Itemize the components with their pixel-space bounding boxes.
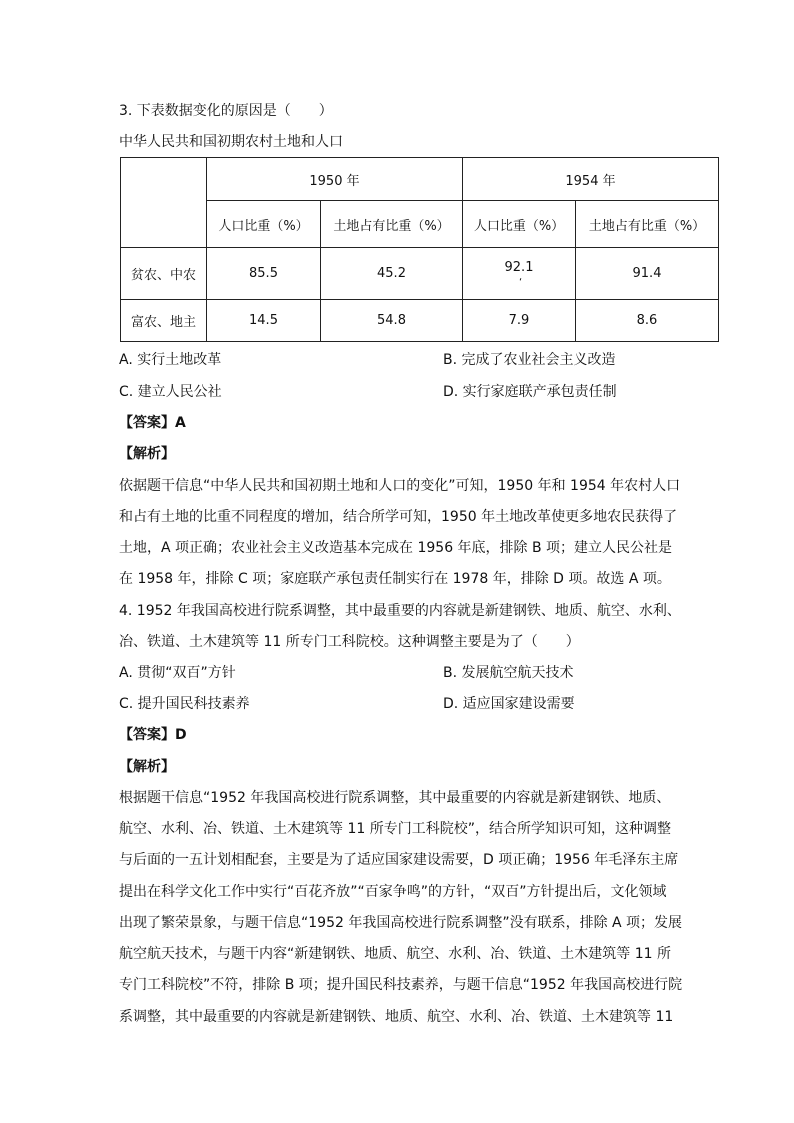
table-cell: 54.8: [321, 300, 463, 342]
stray-mark: ‘: [519, 277, 523, 288]
table-subheader-row: [121, 201, 719, 248]
q4-answer: 【答案】D: [119, 727, 187, 743]
table-cell: 14.5: [207, 300, 321, 342]
q4-analysis-line: 提出在科学文化工作中实行“百花齐放”“百家争鸣”的方针，“双百”方针提出后，文化领域: [119, 884, 667, 900]
q4-analysis-line: 航空、水利、冶、铁道、土木建筑等 11 所专门工科院校”，结合所学知识可知，这种调整: [119, 821, 671, 837]
table-cell: 91.4: [576, 248, 719, 300]
q4-option-b: B. 发展航空航天技术: [443, 665, 574, 681]
table-subheader: 人口比重（%）: [207, 201, 321, 248]
q3-option-d: D. 实行家庭联产承包责任制: [443, 384, 617, 400]
q3-analysis-line: 土地，A 项正确；农业社会主义改造基本完成在 1956 年底，排除 B 项；建立人民公社是: [119, 540, 673, 556]
table-cell: 45.2: [321, 248, 463, 300]
q4-analysis-line: 航空航天技术，与题干内容“新建钢铁、地质、航空、水利、冶、铁道、土木建筑等 11 所: [119, 946, 671, 962]
table-year-header-row: [121, 158, 719, 201]
table-year-1954: 1954 年: [463, 158, 719, 201]
table-row: [121, 248, 719, 300]
table-subheader: 土地占有比重（%）: [576, 201, 719, 248]
table-subheader: 土地占有比重（%）: [321, 201, 463, 248]
table-row-label: 富农、地主: [121, 300, 207, 342]
table-subheader: 人口比重（%）: [463, 201, 576, 248]
q3-option-b: B. 完成了农业社会主义改造: [443, 352, 616, 368]
q4-option-a: A. 贯彻“双百”方针: [119, 665, 236, 681]
q3-analysis-line: 和占有土地的比重不同程度的增加，结合所学可知，1950 年土地改革使更多地农民获得了: [119, 509, 678, 525]
q4-analysis-line: 与后面的一五计划相配套，主要是为了适应国家建设需要，D 项正确；1956 年毛泽东主席: [119, 852, 679, 868]
table-row-label: 贫农、中农: [121, 248, 207, 300]
table-cell: 8.6: [576, 300, 719, 342]
q4-stem-line: 冶、铁道、土木建筑等 11 所专门工科院校。这种调整主要是为了（ ）: [119, 634, 580, 650]
q3-analysis-line: 在 1958 年，排除 C 项；家庭联产承包责任制实行在 1978 年，排除 D 项。故选 A 项。: [119, 571, 671, 587]
q4-analysis-label: 【解析】: [119, 759, 175, 775]
q4-analysis-line: 系调整，其中最重要的内容就是新建钢铁、地质、航空、水利、冶、铁道、土木建筑等 11: [119, 1009, 674, 1025]
q4-analysis-line: 根据题干信息“1952 年我国高校进行院系调整，其中最重要的内容就是新建钢铁、地质、: [119, 790, 671, 806]
table-cell-value: 92.1: [504, 260, 534, 275]
q3-answer: 【答案】A: [119, 415, 186, 431]
q3-analysis-line: 依据题干信息“中华人民共和国初期土地和人口的变化”可知，1950 年和 1954 年农村人口: [119, 478, 681, 494]
q3-option-a: A. 实行土地改革: [119, 352, 222, 368]
table-year-1950: 1950 年: [207, 158, 463, 201]
q4-analysis-line: 出现了繁荣景象，与题干信息“1952 年我国高校进行院系调整”没有联系，排除 A 项；发展: [119, 915, 683, 931]
q3-option-c: C. 建立人民公社: [119, 384, 222, 400]
table-cell: [463, 248, 576, 300]
table-row: [121, 300, 719, 342]
q4-stem-line: 4. 1952 年我国高校进行院系调整，其中最重要的内容就是新建钢铁、地质、航空、水利、: [119, 603, 681, 619]
table-corner-cell: [121, 158, 207, 248]
table-cell: 85.5: [207, 248, 321, 300]
population-land-table: [120, 157, 719, 342]
q4-option-c: C. 提升国民科技素养: [119, 696, 250, 712]
q3-stem: 3. 下表数据变化的原因是（ ）: [119, 103, 333, 119]
q4-option-d: D. 适应国家建设需要: [443, 696, 575, 712]
q3-table-title: 中华人民共和国初期农村土地和人口: [119, 134, 343, 150]
table-cell: 7.9: [463, 300, 576, 342]
q4-analysis-line: 专门工科院校”不符，排除 B 项；提升国民科技素养，与题干信息“1952 年我国高校进行院: [119, 977, 683, 993]
q3-analysis-label: 【解析】: [119, 446, 175, 462]
